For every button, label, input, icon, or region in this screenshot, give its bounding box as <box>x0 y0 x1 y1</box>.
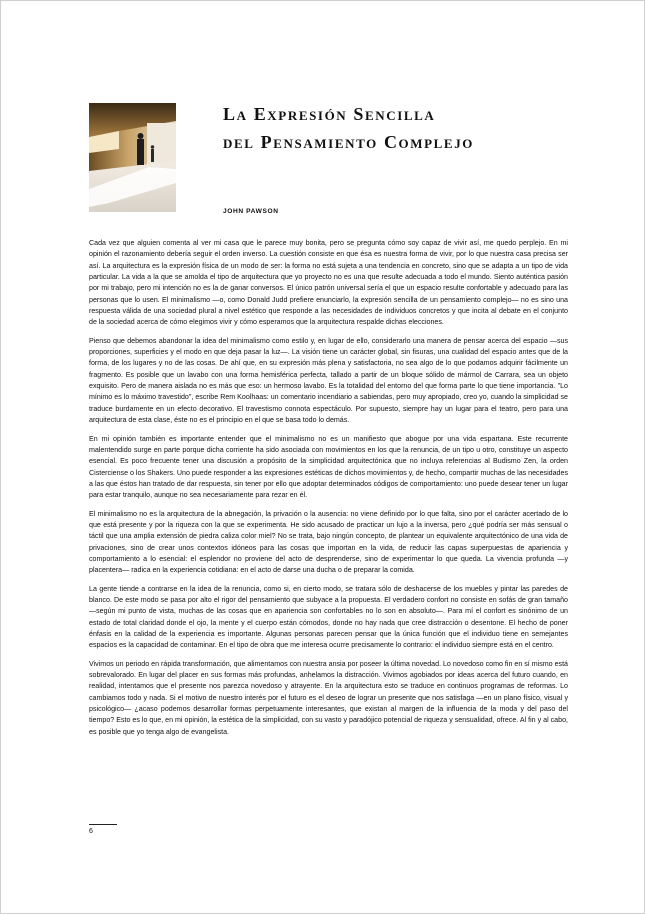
title-line-1: La Expresión Sencilla <box>223 104 436 124</box>
corridor-photo <box>89 103 176 212</box>
footer-rule <box>89 824 117 825</box>
paragraph: Pienso que debemos abandonar la idea del minimalismo como estilo y, en lugar de ello, considerarlo una manera de pensar acerca del espacio —sus proporciones, superficies y el modo en que deja pasar la luz—. La visión tiene un carácter global, sin fisuras, una cualidad del espacio antes que de la forma, de los lugares y no de las cosas. De ahí que, en su expresión más plena y satisfactoria, no sea algo de lo que podamos adquirir fácilmente un fragmento. Es posible que un lavabo con una forma hemisférica perfecta, tallado a partir de un bloque sólido de mármol de Carrara, sea un objeto exquisito. Pero de manera aislada no es más que eso: un hermoso lavabo. Es la totalidad del entorno del que forma parte lo que tiene importancia. "Lo mínimo es lo máximo travestido", escribe Rem Koolhaas: un comentario incendiario a sabiendas, pero muy apropiado, creo yo, cuando la simplicidad se traduce burdamente en un efecto decorativo. El travestismo connota espectáculo. Por supuesto, siempre hay un lugar para el teatro, pero para una arquitectura de esta clase, éste no es el principio en el que se basa todo lo demás. <box>89 336 568 425</box>
article-title <box>223 100 474 156</box>
paragraph: Cada vez que alguien comenta al ver mi casa que le parece muy bonita, pero se pregunta cómo soy capaz de vivir así, me quedo perplejo. En mi opinión el razonamiento debería seguir el orden inverso. La cuestión consiste en que ésa es nuestra forma de vivir, por lo que nuestra casa precisa ser así. La arquitectura es la expresión física de un modo de ser: la forma no está sujeta a una tendencia en concreto, sino que se adapta a un tipo de vida particular. La vida a la que se amolda el tipo de arquitectura que yo proyecto no es una que resulte adecuada a todo el mundo. Siento auténtica pasión por mi trabajo, pero mi intención no es la de ganar conversos. El único patrón universal sería el que un espacio resulte confortable y adecuado para las personas que lo usen. El minimalismo —o, como Donald Judd prefiere enunciarlo, la expresión sencilla de un pensamiento complejo— no es sino una respuesta válida de una sociedad plural a nivel estético que responde a las necesidades de individuos concretos y que incita al debate en el conjunto de la sociedad acerca de cómo elegimos vivir y cómo esperamos que la arquitectura respalde dichas elecciones. <box>89 239 568 327</box>
article-body <box>89 238 568 745</box>
paragraph: En mi opinión también es importante entender que el minimalismo no es un manifiesto que abogue por una vida espartana. Este recurrente malentendido surge en parte porque dicha corriente ha sido asociada con movimientos en los que la renuncia, de un tipo u otro, constituye un aspecto esencial. Es poco frecuente tener una discusión a propósito de la simplicidad arquitectónica que no incluya referencias al Budismo Zen, la orden Cisterciense o los Shakers. Uno puede responder a las expresiones estéticas de dichos movimientos y, de hecho, compartir muchas de las necesidades a las que éstos han tratado de dar respuesta, sin tener por ello que adoptar determinados códigos de comportamiento: uno puede desear tener un lugar para estar tranquilo, aunque no sea necesariamente para rezar en él. <box>89 434 568 500</box>
paragraph: Vivimos un periodo en rápida transformación, que alimentamos con nuestra ansia por poseer la última novedad. Lo novedoso como fin en sí mismo está sobrevalorado. En lugar del placer en sus formas más profundas, anhelamos la distracción. Vivimos agobiados por ideas acerca del futuro cuando, en realidad, intentamos que el presente nos parezca novedoso y atrayente. En la arquitectura esto se traduce en continuos programas de reformas. Lo cambiamos todo y nada. Si el motivo de nuestro interés por el futuro es el deseo de lograr un presente que nos satisfaga —en un plano físico, visual y psicológico— ¿acaso podemos desarrollar formas perpetuamente interesantes, que existan al margen de la influencia de la moda y del paso del tiempo? Esto es lo que, en mi opinión, la estética de la simplicidad, con su vasto y paradójico potencial de riqueza y sensualidad, ofrece. Al fin y al cabo, es posible que yo tenga algo de evangelista. <box>89 659 568 736</box>
title-line-2: del Pensamiento Complejo <box>223 132 475 152</box>
author-name: JOHN PAWSON <box>223 208 279 215</box>
paragraph: El minimalismo no es la arquitectura de la abnegación, la privación o la ausencia: no viene definido por lo que falta, sino por el carácter acertado de lo que está presente y por la riqueza con la que se experimenta. He sido acusado de practicar un lujo a la inversa, pero ¿qué podría ser más sensual o táctil que una amplia extensión de piedra caliza color miel? No se trata, bajo ningún concepto, de plantear un equivalente arquitectónico de una vida de privaciones, sino de crear unos contextos idóneos para las cosas que importan en la vida, de reducir las capas superpuestas de apariencia y comportamiento a lo esencial: el esplendor no proviene del acto de desprenderse, sino de experimentar lo que queda. La vivencia profunda —y placentera— radica en la experiencia cotidiana: en el acto de darse una ducha o de preparar la comida. <box>89 509 568 575</box>
page-number: 6 <box>89 828 93 835</box>
paragraph: La gente tiende a contrarse en la idea de la renuncia, como si, en cierto modo, se tratara sólo de deshacerse de los muebles y pintar las paredes de blanco. De este modo se pasa por alto el rigor del pensamiento que subyace a la propuesta. El verdadero confort no consiste en sofás de gran tamaño —según mi punto de vista, muchas de las cosas que en apariencia son confortables no lo son en absoluto—. Para mí el confort es sinónimo de un estado de total claridad donde el ojo, la mente y el cuerpo están cómodos, donde no hay nada que cree distracción o desentone. El hecho de poner énfasis en la calidad de la experiencia es importante. Algunas personas parecen pensar que la única función que el individuo tiene en semejantes espacios es la capacidad de contaminar. En el tipo de obra que me interesa ocurre precisamente lo contrario: el individuo siempre está en el centro. <box>89 584 568 650</box>
